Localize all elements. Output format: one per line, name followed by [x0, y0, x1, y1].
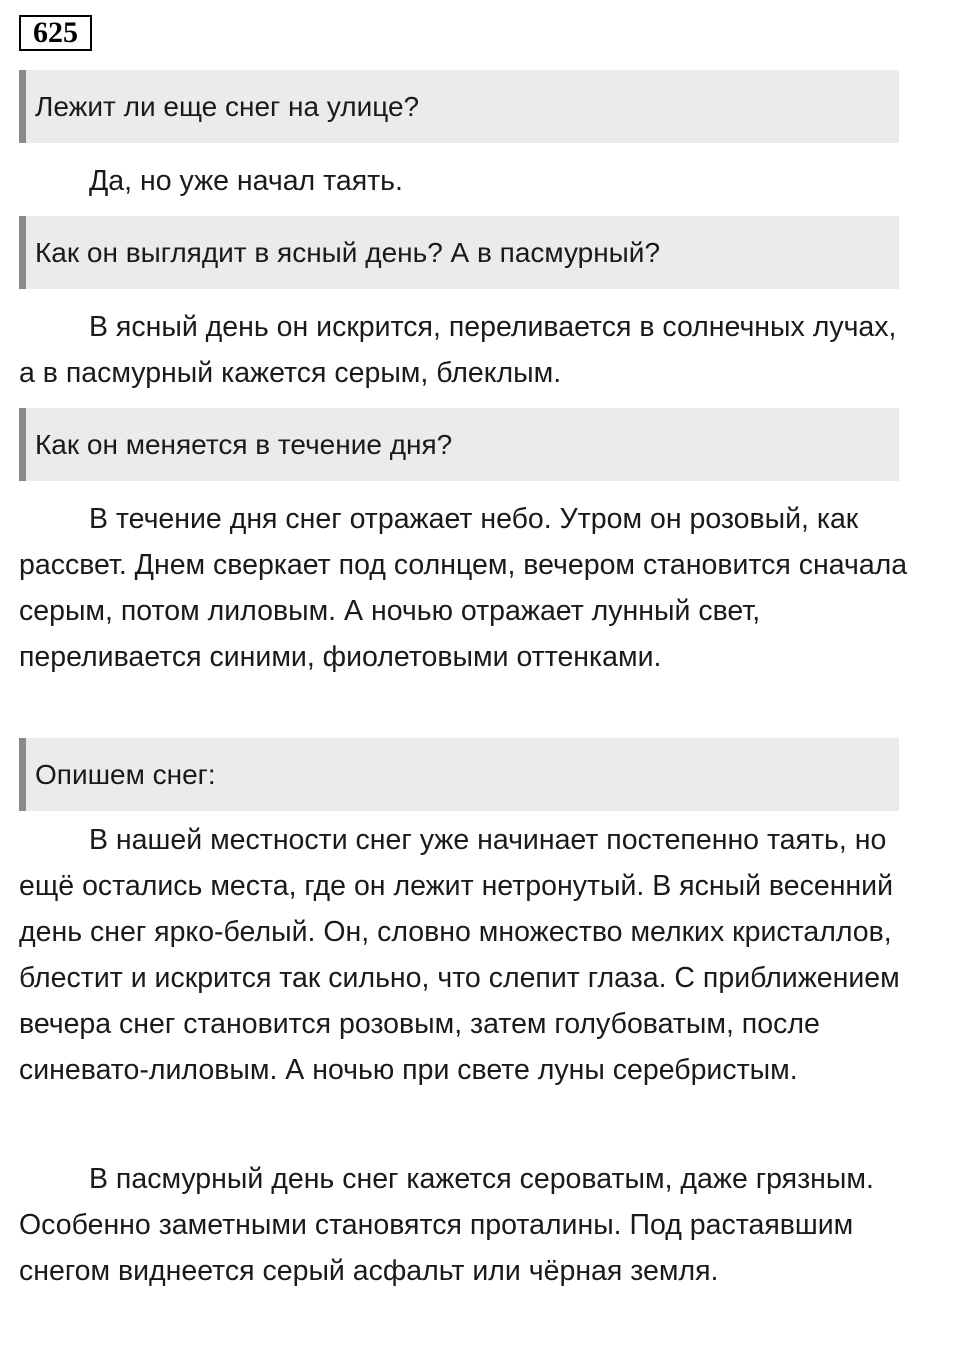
answer-3: В течение дня снег отражает небо. Утром он розовый, как рассвет. Днем сверкает под солнцем, вечером становится сначала серым, потом лиловым. А ночью отражает лунный свет, переливается синими, фиолетовыми оттенками. [19, 503, 908, 673]
answer-1: Да, но уже начал таять. [89, 165, 403, 197]
answer-2: В ясный день он искрится, переливается в солнечных лучах, а в пасмурный кажется серым, блеклым. [19, 311, 897, 389]
exercise-number: 625 [19, 15, 92, 51]
question-3: Как он меняется в течение дня? [19, 408, 899, 481]
answer-4-paragraph-1: В нашей местности снег уже начинает постепенно таять, но ещё остались места, где он лежит нетронутый. В ясный весенний день снег ярко-белый. Он, словно множество мелких кристаллов, блестит и искрится так сильно, что слепит глаза. С приближением вечера снег становится розовым, затем голубоватым, после синевато-лиловым. А ночью при свете луны серебристым. [19, 824, 900, 1086]
answer-4-paragraph-2: В пасмурный день снег кажется сероватым, даже грязным. Особенно заметными становятся проталины. Под растаявшим снегом виднеется серый асфальт или чёрная земля. [19, 1163, 874, 1287]
question-4: Опишем снег: [19, 738, 899, 811]
question-1: Лежит ли еще снег на улице? [19, 70, 899, 143]
question-2: Как он выглядит в ясный день? А в пасмурный? [19, 216, 899, 289]
